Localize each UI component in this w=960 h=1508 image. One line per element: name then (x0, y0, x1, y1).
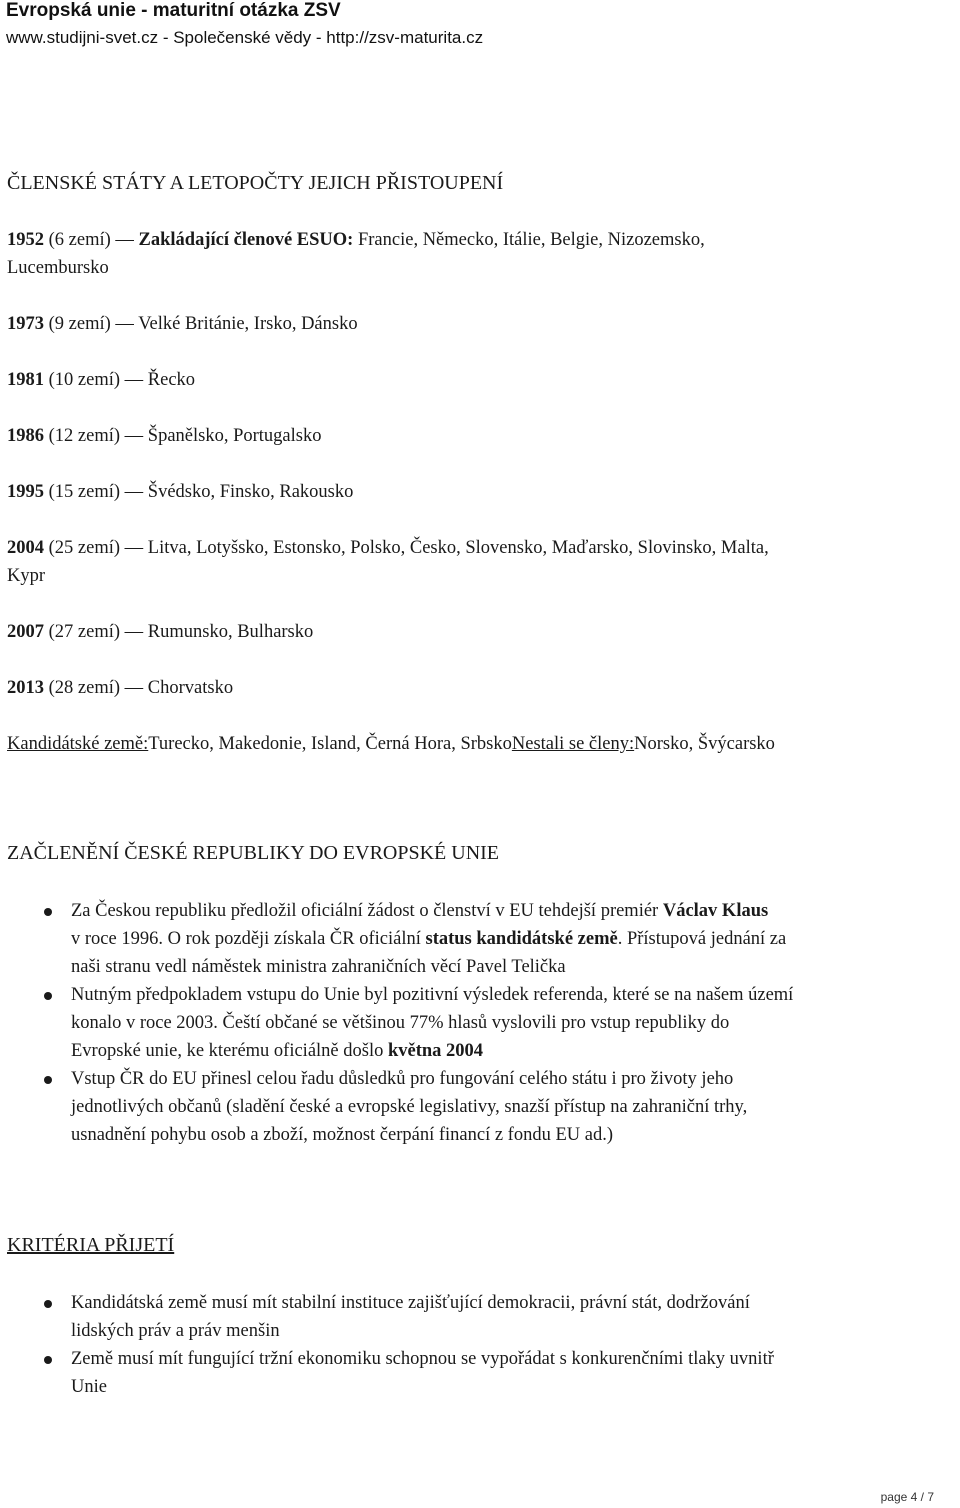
entry-year: 2007 (7, 622, 44, 642)
source-url-line: www.studijni-svet.cz - Společenské vědy - http://zsv-maturita.cz (6, 28, 484, 47)
entry-count: (12 zemí) (44, 426, 125, 446)
entry-countries: Švédsko, Finsko, Rakousko (147, 482, 354, 502)
entry-count: (28 zemí) (44, 678, 125, 698)
entry-countries: Řecko (147, 370, 196, 390)
bullet-icon (44, 992, 52, 1000)
member-entry-2004: 2004 (25 zemí) — Litva, Lotyšsko, Estonsko, Polsko, Česko, Slovensko, Maďarsko, Slovinsko, Malta, Kypr (7, 538, 769, 586)
bullet-icon (44, 1300, 52, 1308)
accession-heading: ZAČLENĚNÍ ČESKÉ REPUBLIKY DO EVROPSKÉ UNIE (7, 842, 500, 864)
list-item (0, 897, 960, 981)
item-text: v roce 1996. O rok později získala ČR oficiální (71, 929, 426, 949)
entry-countries: Velké Británie, Irsko, Dánsko (138, 314, 358, 334)
bullet-icon (44, 1356, 52, 1364)
entry-year: 1952 (7, 230, 44, 250)
entry-countries-cont: Kypr (7, 566, 46, 586)
item-text: usnadnění pohybu osob a zboží, možnost čerpání financí z fondu EU ad.) (71, 1125, 614, 1145)
item-text: Země musí mít fungující tržní ekonomiku schopnou se vypořádat s konkurenčními tlaky uvnitř (71, 1349, 774, 1369)
item-text: . Přístupová jednání za (617, 929, 787, 949)
item-text: jednotlivých občanů (sladění české a evropské legislativy, snazší přístup na zahraniční trhy, (71, 1097, 748, 1117)
item-emphasis: Václav Klaus (662, 901, 769, 921)
entry-count: (27 zemí) (44, 622, 125, 642)
entry-count: (10 zemí) (44, 370, 125, 390)
nonmembers-list: Norsko, Švýcarsko (634, 734, 775, 754)
candidates-list: Turecko, Makedonie, Island, Černá Hora, Srbsko (148, 734, 512, 754)
item-text: Vstup ČR do EU přinesl celou řadu důsledků pro fungování celého státu i pro životy jeho (71, 1069, 734, 1089)
entry-count: (6 zemí) (44, 230, 116, 250)
criteria-list (0, 1289, 960, 1401)
item-text: Kandidátská země musí mít stabilní instituce zajišťující demokracii, právní stát, dodržování (71, 1293, 750, 1313)
bullet-icon (44, 908, 52, 916)
entry-countries: Chorvatsko (147, 678, 234, 698)
criteria-heading: KRITÉRIA PŘIJETÍ (7, 1234, 175, 1256)
item-text: Za Českou republiku předložil oficiální žádost o členství v EU tehdejší premiér (71, 901, 663, 921)
item-text: Unie (71, 1377, 107, 1397)
candidates-line (7, 730, 775, 758)
entry-count: (25 zemí) (44, 538, 125, 558)
entry-countries: Francie, Německo, Itálie, Belgie, Nizozemsko, (353, 230, 705, 250)
list-item (0, 1065, 960, 1149)
accession-list (0, 897, 960, 1149)
list-item (0, 1345, 960, 1401)
entry-count: (15 zemí) (44, 482, 125, 502)
entry-year: 2013 (7, 678, 44, 698)
entry-countries: Španělsko, Portugalsko (147, 426, 322, 446)
entry-countries-cont: Lucembursko (7, 258, 109, 278)
item-text: Evropské unie, ke kterému oficiálně došlo (71, 1041, 388, 1061)
entry-countries: Litva, Lotyšsko, Estonsko, Polsko, Česko, Slovensko, Maďarsko, Slovinsko, Malta, (147, 538, 769, 558)
entry-year: 1986 (7, 426, 44, 446)
member-entry-2013: 2013 (28 zemí) — Chorvatsko (7, 678, 234, 698)
item-text: Nutným předpokladem vstupu do Unie byl pozitivní výsledek referenda, které se na našem území (71, 985, 794, 1005)
entry-year: 2004 (7, 538, 44, 558)
entry-year: 1981 (7, 370, 44, 390)
entry-emphasis: Zakládající členové ESUO: (138, 230, 354, 250)
list-item (0, 981, 960, 1065)
members-heading: ČLENSKÉ STÁTY A LETOPOČTY JEJICH PŘISTOUPENÍ (7, 172, 504, 194)
item-emphasis: status kandidátské země (425, 929, 618, 949)
item-text: naši stranu vedl náměstek ministra zahraničních věcí Pavel Telička (71, 957, 566, 977)
member-entry-1952: 1952 (6 zemí) — Zakládající členové ESUO: Francie, Německo, Itálie, Belgie, Nizozemsko, Lucembursko (7, 230, 705, 278)
member-entry-2007: 2007 (27 zemí) — Rumunsko, Bulharsko (7, 622, 314, 642)
item-emphasis: května 2004 (387, 1041, 484, 1061)
candidates-label: Kandidátské země: (7, 734, 149, 754)
entry-year: 1973 (7, 314, 44, 334)
member-entry-1973: 1973 (9 zemí) — Velké Británie, Irsko, Dánsko (7, 314, 358, 334)
member-entry-1986: 1986 (12 zemí) — Španělsko, Portugalsko (7, 426, 322, 446)
bullet-icon (44, 1076, 52, 1084)
entry-countries: Rumunsko, Bulharsko (147, 622, 314, 642)
page-number: page 4 / 7 (880, 1490, 934, 1504)
member-entry-1995: 1995 (15 zemí) — Švédsko, Finsko, Rakousko (7, 482, 354, 502)
document-title: Evropská unie - maturitní otázka ZSV (6, 0, 341, 21)
item-text: lidských práv a práv menšin (71, 1321, 280, 1341)
list-item (0, 1289, 960, 1345)
entry-count: (9 zemí) (44, 314, 116, 334)
item-text: konalo v roce 2003. Čeští občané se většinou 77% hlasů vyslovili pro vstup republiky do (71, 1013, 730, 1033)
entry-year: 1995 (7, 482, 44, 502)
nonmembers-label: Nestali se členy: (511, 734, 635, 754)
member-entry-1981: 1981 (10 zemí) — Řecko (7, 370, 196, 390)
